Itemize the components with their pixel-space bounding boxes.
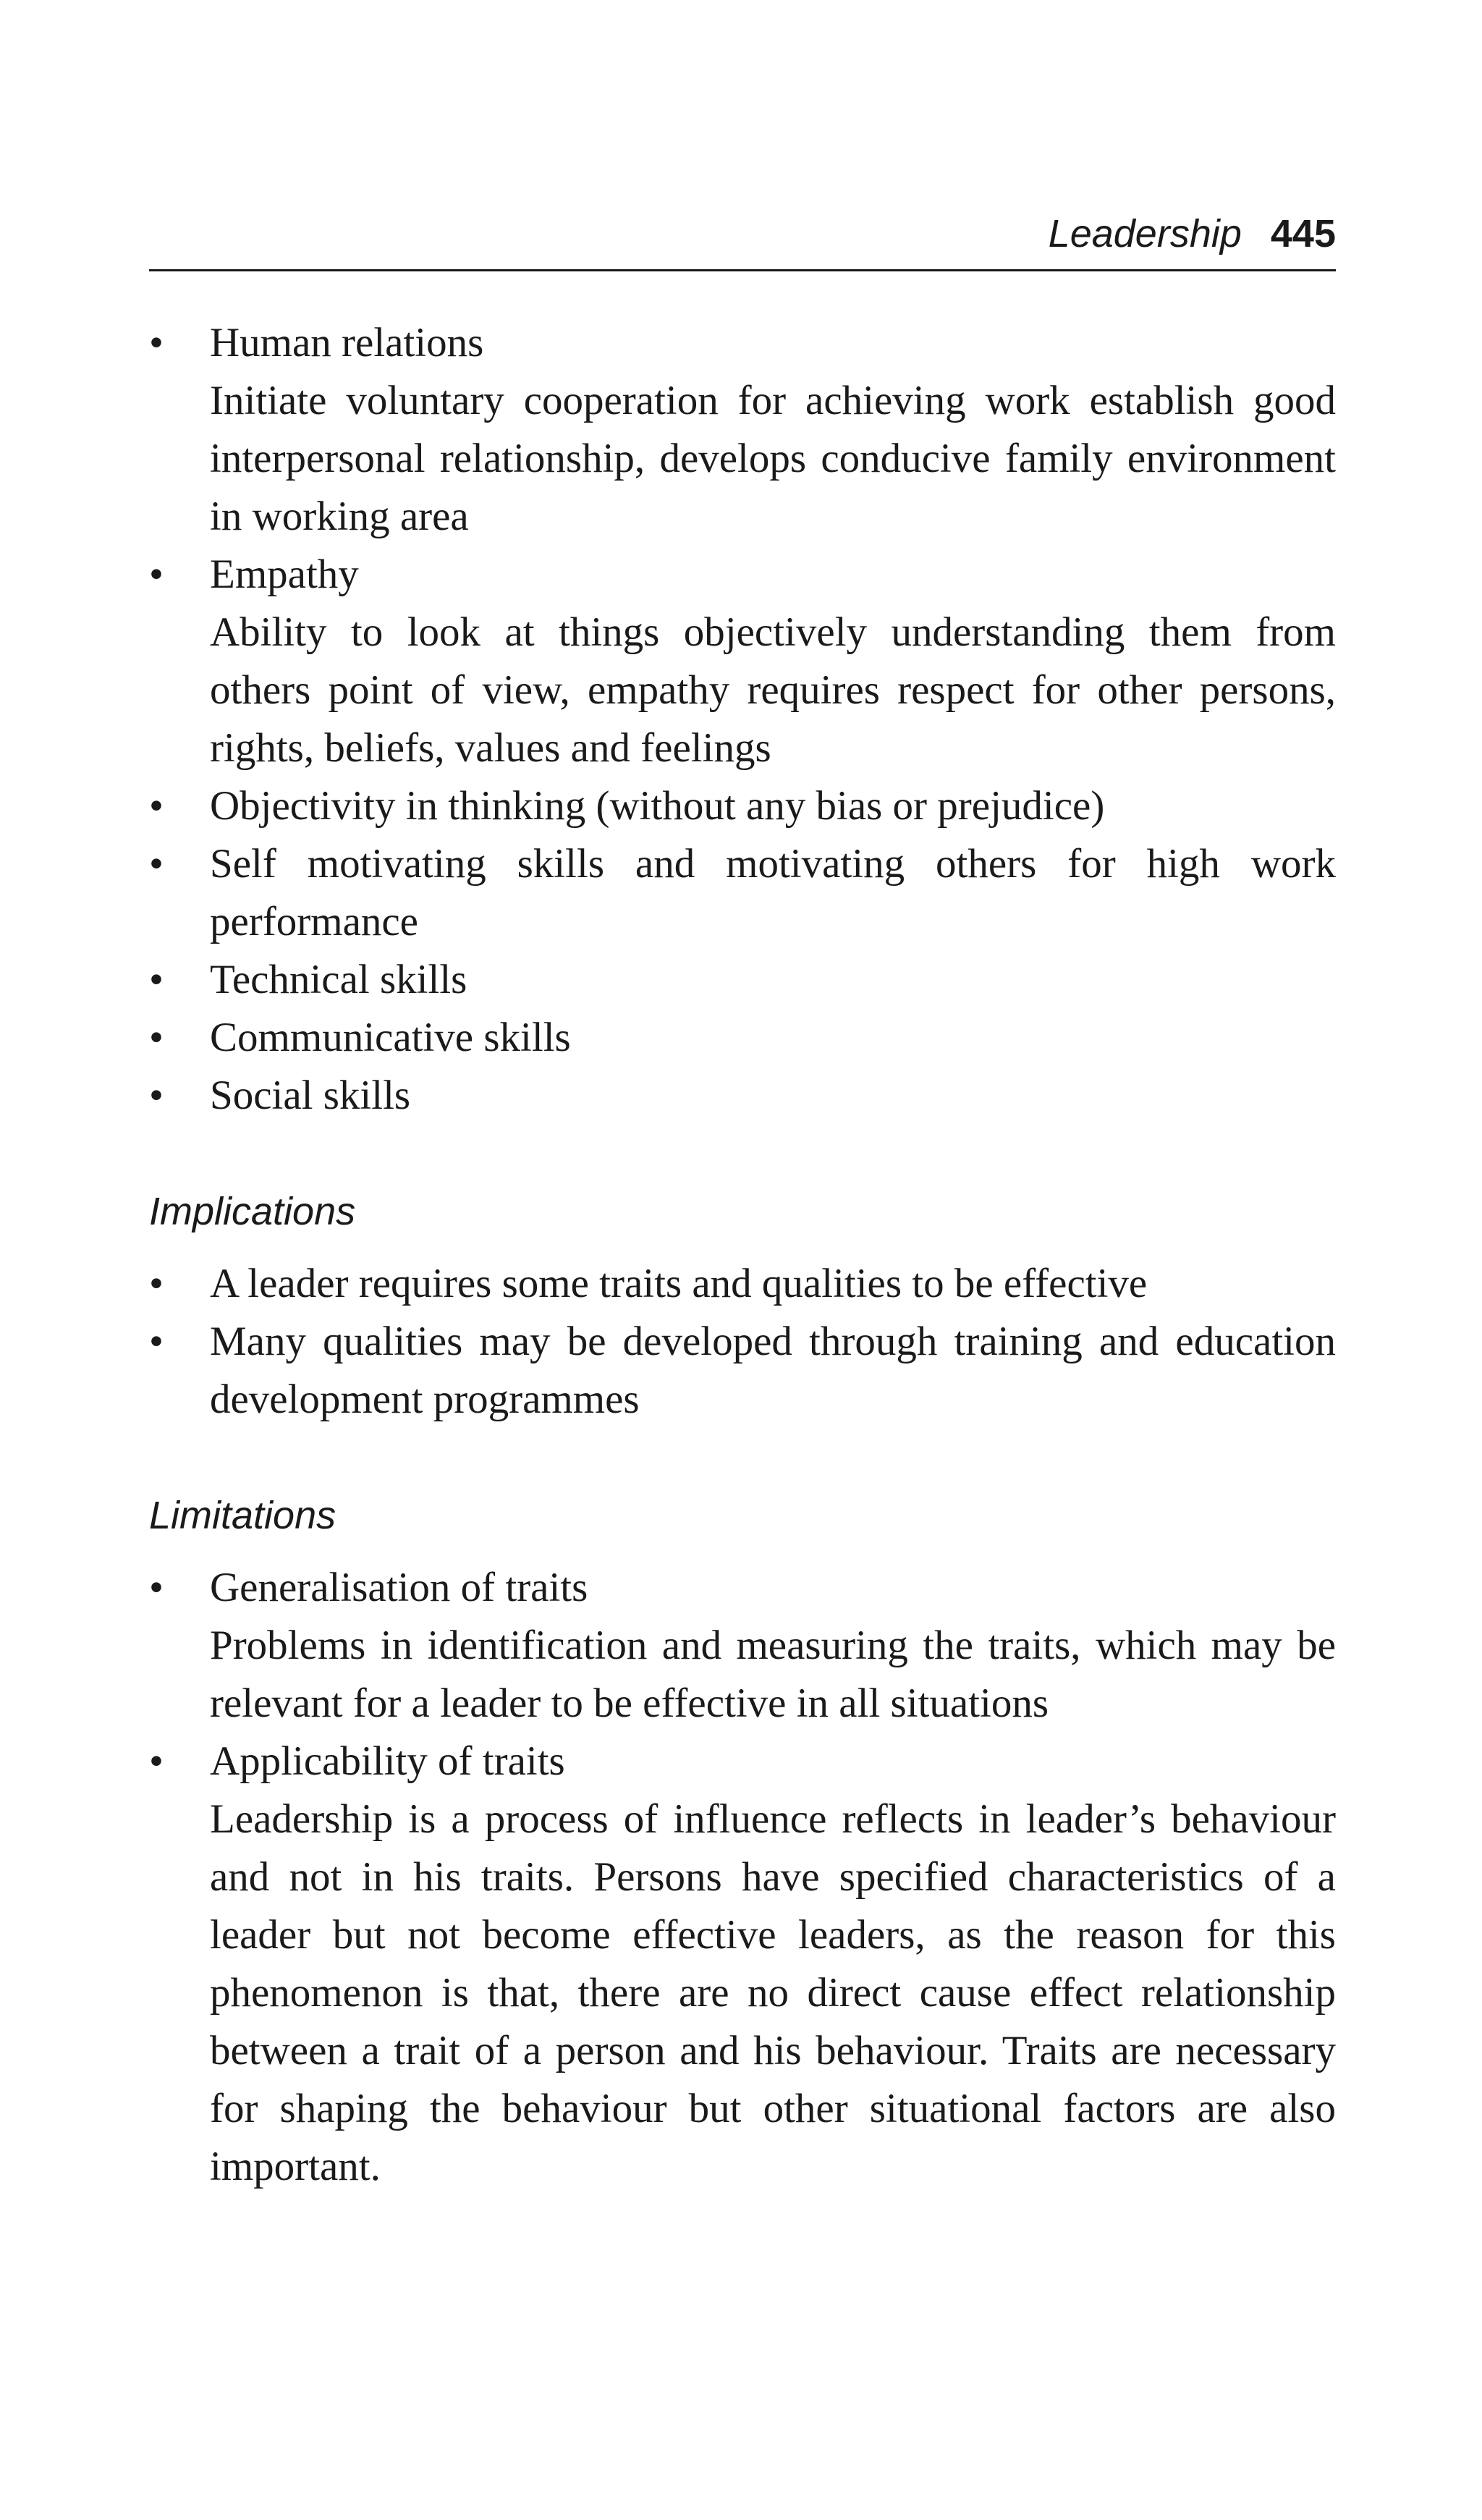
implications-list [149, 1255, 1336, 1429]
list-item [149, 951, 1336, 1009]
list-item [149, 1559, 1336, 1733]
item-description: Ability to look at things objectively understanding them from others point of view, empathy requires respect for other persons, rights, beliefs, values and feelings [210, 609, 1336, 771]
running-title: Leadership [1048, 212, 1242, 255]
list-item [149, 1009, 1336, 1067]
item-title: Human relations [210, 320, 484, 365]
running-header [149, 211, 1336, 271]
item-description: Initiate voluntary cooperation for achieving work establish good interpersonal relationship, develops conducive family environment in working area [210, 378, 1336, 539]
item-title: Objectivity in thinking (without any bias or prejudice) [210, 783, 1105, 829]
list-item [149, 1733, 1336, 2196]
item-title: A leader requires some traits and qualities to be effective [210, 1261, 1148, 1306]
item-description: Leadership is a process of influence reflects in leader’s behaviour and not in his traits. Persons have specified characteristics of a leader but not become effective leaders, as the reason for this phenomenon is that, there are no direct cause effect relationship between a trait of a person and his behaviour. Traits are necessary for shaping the behaviour but other situational factors are also important. [210, 1796, 1336, 2189]
list-item [149, 1313, 1336, 1429]
item-title: Social skills [210, 1073, 411, 1118]
item-title: Applicability of traits [210, 1738, 565, 1784]
bullet-icon: • [149, 841, 164, 887]
item-title: Technical skills [210, 957, 467, 1002]
bullet-icon: • [149, 320, 164, 365]
bullet-icon: • [149, 551, 164, 597]
limitations-list [149, 1559, 1336, 2196]
bullet-icon: • [149, 1261, 164, 1306]
item-description: Problems in identification and measuring the traits, which may be relevant for a leader to be effective in all situations [210, 1623, 1336, 1726]
bullet-icon: • [149, 1073, 164, 1118]
qualities-list [149, 314, 1336, 1125]
bullet-icon: • [149, 1319, 164, 1364]
list-item [149, 314, 1336, 546]
item-title: Self motivating skills and motivating others for high work performance [210, 841, 1336, 944]
page-body [149, 314, 1336, 2196]
list-item [149, 1067, 1336, 1125]
list-item [149, 777, 1336, 835]
bullet-icon: • [149, 957, 164, 1002]
bullet-icon: • [149, 1738, 164, 1784]
page-number: 445 [1270, 212, 1336, 255]
list-item [149, 835, 1336, 951]
section-heading-limitations: Limitations [149, 1494, 336, 1537]
item-title: Many qualities may be developed through training and education development programmes [210, 1319, 1336, 1422]
bullet-icon: • [149, 1015, 164, 1060]
item-title: Communicative skills [210, 1015, 571, 1060]
section-heading-implications: Implications [149, 1190, 356, 1233]
list-item [149, 1255, 1336, 1313]
item-title: Generalisation of traits [210, 1565, 588, 1610]
bullet-icon: • [149, 783, 164, 829]
bullet-icon: • [149, 1565, 164, 1610]
item-title: Empathy [210, 551, 359, 597]
list-item [149, 546, 1336, 777]
